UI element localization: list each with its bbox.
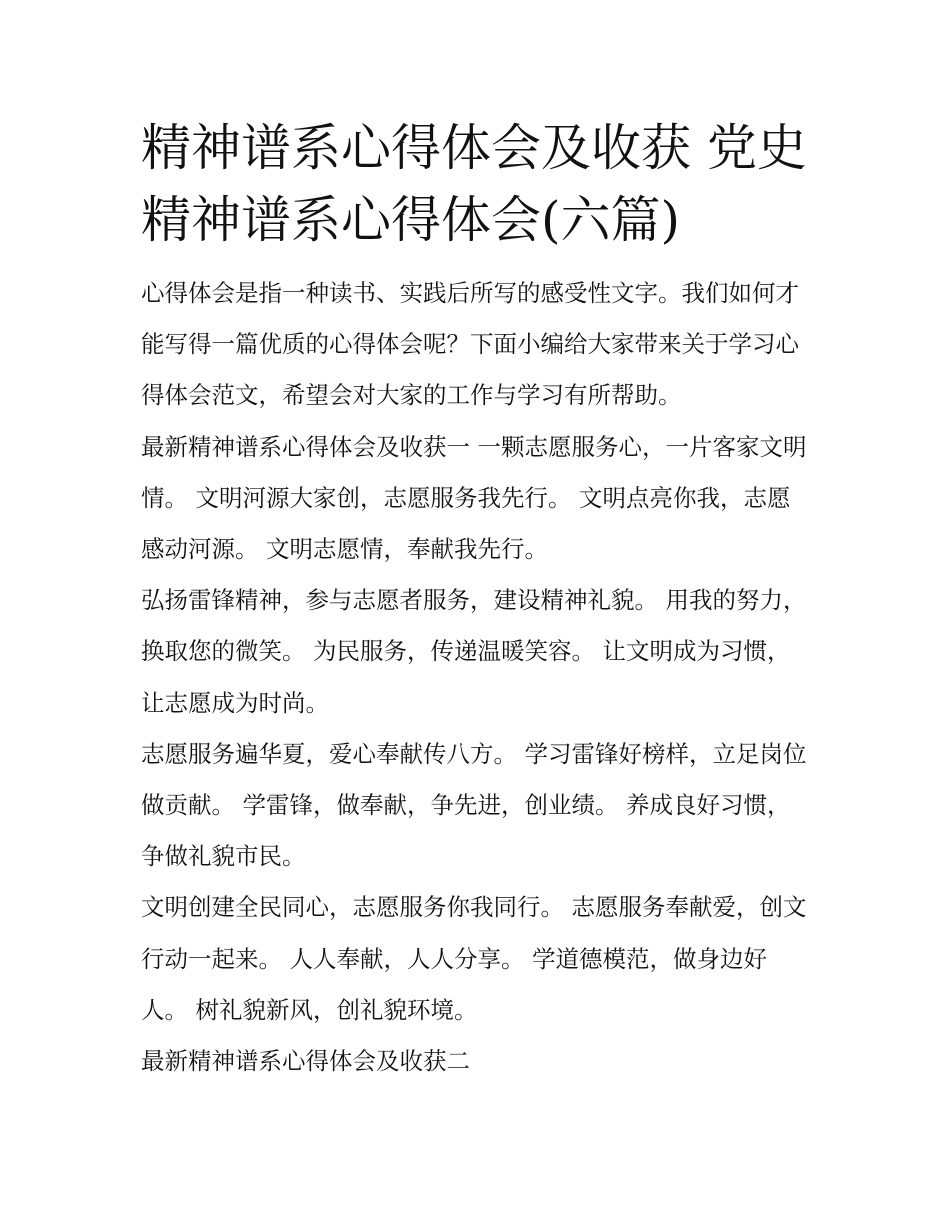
title-line-2: 精神谱系心得体会(六篇): [141, 191, 681, 249]
document-content: [141, 112, 813, 1087]
title-line-1: 精神谱系心得体会及收获 党史: [141, 119, 807, 177]
paragraph-intro: 心得体会是指一种读书、实践后所写的感受性文字。我们如何才能写得一篇优质的心得体会呢？下面小编给大家带来关于学习心得体会范文，希望会对大家的工作与学习有所帮助。: [141, 279, 799, 410]
paragraph-civilization: 文明创建全民同心，志愿服务你我同行。 志愿服务奉献爱，创文行动一起来。 人人奉献，人人分享。 学道德模范，做身边好人。 树礼貌新风，创礼貌环境。: [141, 893, 807, 1024]
document-title: [141, 112, 813, 256]
paragraph-section-one: 最新精神谱系心得体会及收获一 一颗志愿服务心，一片客家文明情。 文明河源大家创，志愿服务我先行。 文明点亮你我，志愿感动河源。 文明志愿情，奉献我先行。: [141, 432, 807, 564]
paragraph-leifeng: 弘扬雷锋精神，参与志愿者服务，建设精神礼貌。 用我的努力，换取您的微笑。 为民服务，传递温暖笑容。 让文明成为习惯，让志愿成为时尚。: [141, 586, 807, 717]
paragraph-volunteer: 志愿服务遍华夏，爱心奉献传八方。 学习雷锋好榜样，立足岗位做贡献。 学雷锋，做奉献，争先进，创业绩。 养成良好习惯，争做礼貌市民。: [141, 739, 807, 871]
document-body: [141, 268, 813, 1087]
paragraph-section-two-heading: 最新精神谱系心得体会及收获二: [141, 1047, 470, 1076]
